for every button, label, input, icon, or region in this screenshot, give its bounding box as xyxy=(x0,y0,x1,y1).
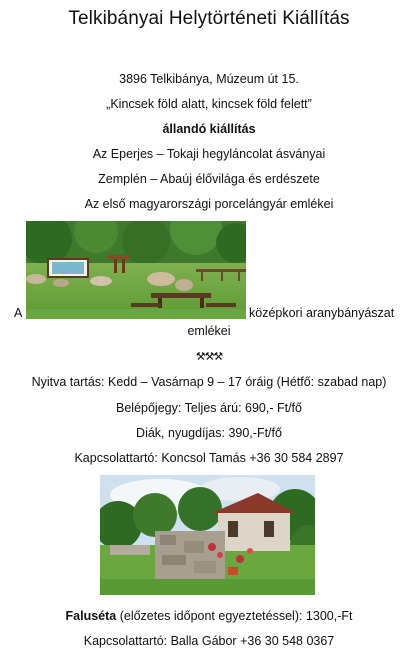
mining-text: középkori aranybányászat xyxy=(249,306,395,320)
contact-village-walk: Kapcsolattartó: Balla Gábor +36 30 548 0367 xyxy=(83,634,335,648)
motto: „Kincsek föld alatt, kincsek föld felett” xyxy=(106,97,312,111)
ticket-full-price: Belépőjegy: Teljes árú: 690,- Ft/fő xyxy=(116,401,302,415)
ticket-reduced-price: Diák, nyugdíjas: 390,-Ft/fő xyxy=(136,426,282,440)
village-walk-label: Faluséta xyxy=(65,609,117,623)
exhibit-type: állandó kiállítás xyxy=(162,122,256,136)
address: 3896 Telkibánya, Múzeum út 15. xyxy=(119,72,299,86)
topic-wildlife: Zemplén – Abaúj élővilága és erdészete xyxy=(98,172,320,186)
topic-minerals: Az Eperjes – Tokaji hegyláncolat ásványai xyxy=(92,147,326,161)
hammer-pick-icon: ⚒⚒⚒ xyxy=(195,351,223,363)
opening-hours: Nyitva tartás: Kedd – Vasárnap 9 – 17 óráig (Hétfő: szabad nap) xyxy=(31,375,387,389)
mining-prefix: A xyxy=(14,306,23,320)
museum-park-photo xyxy=(26,221,246,319)
village-walk-detail: (előzetes időpont egyeztetéssel): 1300,-Ft xyxy=(116,609,353,623)
chapel-ruins-photo xyxy=(100,475,315,595)
contact-museum: Kapcsolattartó: Koncsol Tamás +36 30 584 2897 xyxy=(74,451,344,465)
village-walk-info xyxy=(0,609,418,624)
topic-porcelain: Az első magyarországi porcelángyár emlékei xyxy=(84,197,334,211)
mining-text-continuation: emlékei xyxy=(187,324,231,338)
page-title: Telkibányai Helytörténeti Kiállítás xyxy=(68,8,350,29)
